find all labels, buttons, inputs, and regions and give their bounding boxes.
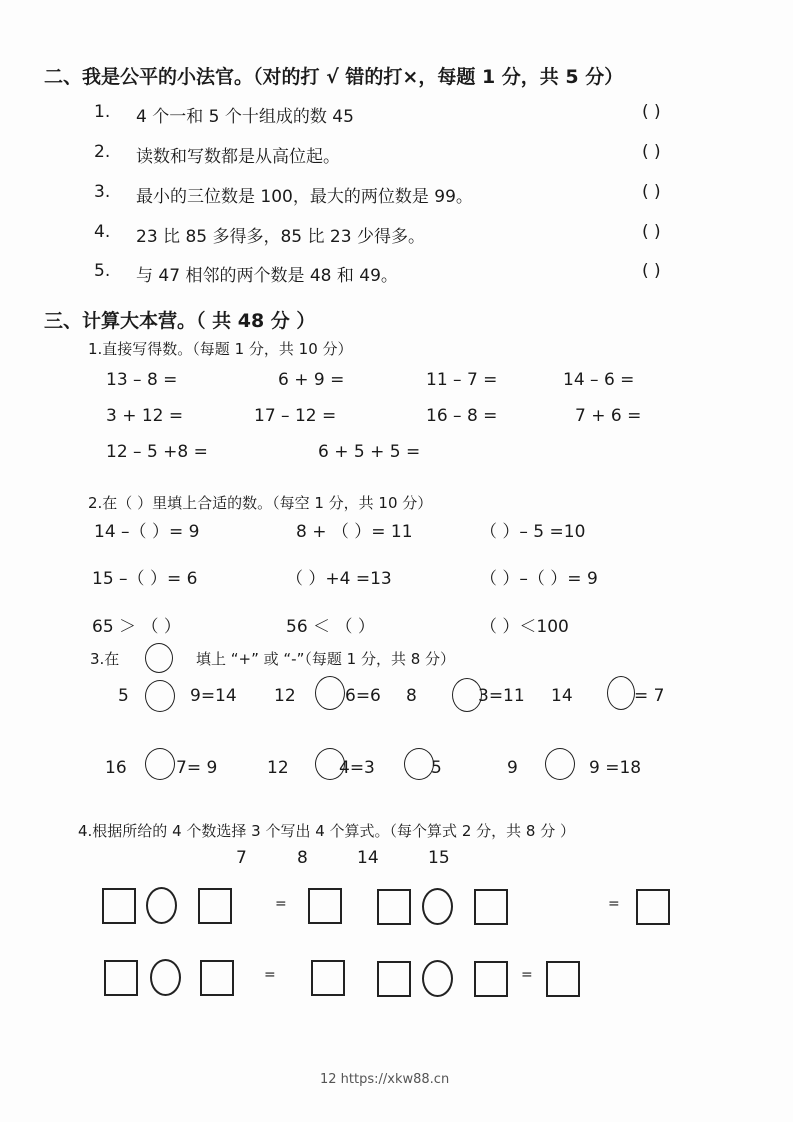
operand: 9 — [507, 758, 518, 778]
answer-box[interactable] — [102, 888, 136, 924]
equation: 7 + 6 = — [575, 406, 642, 426]
operand: 9=14 — [190, 686, 237, 706]
part3-title-suffix: 填上 “+” 或 “-”（每题 1 分，共 8 分） — [196, 650, 456, 668]
operator-circle[interactable] — [145, 680, 175, 712]
operator-circle[interactable] — [145, 748, 175, 780]
section3-title: 三、计算大本营。（ 共 48 分 ） — [44, 310, 316, 332]
answer-box[interactable] — [198, 888, 232, 924]
equation: 14 – 6 = — [563, 370, 635, 390]
operator-circle[interactable] — [150, 959, 181, 996]
compare-equation[interactable]: （ ）＜100 — [480, 617, 569, 637]
answer-box[interactable] — [104, 960, 138, 996]
operand: 3=11 — [478, 686, 525, 706]
judge-item-text: 与 47 相邻的两个数是 48 和 49。 — [136, 266, 398, 286]
compare-equation[interactable]: 65 ＞ （ ） — [92, 617, 181, 637]
equation: 3 + 12 = — [106, 406, 184, 426]
judge-item-number: 2. — [94, 142, 111, 162]
answer-blank[interactable]: ( ) — [642, 102, 661, 122]
answer-box[interactable] — [546, 961, 580, 997]
answer-box[interactable] — [474, 889, 508, 925]
equals-sign: = — [264, 967, 276, 983]
fill-equation[interactable]: （ ）– 5 =10 — [480, 522, 586, 542]
operand: 5 — [118, 686, 129, 706]
answer-box[interactable] — [474, 961, 508, 997]
answer-box[interactable] — [636, 889, 670, 925]
part1-title: 1.直接写得数。（每题 1 分，共 10 分） — [88, 340, 353, 358]
operator-circle[interactable] — [422, 960, 453, 997]
fill-equation[interactable]: 8 + （ ）= 11 — [296, 522, 413, 542]
part2-title: 2.在（ ）里填上合适的数。（每空 1 分，共 10 分） — [88, 494, 433, 512]
operand: 5 — [431, 758, 442, 778]
operand: = 7 — [634, 686, 665, 706]
equation: 12 – 5 +8 = — [106, 442, 208, 462]
answer-box[interactable] — [377, 961, 411, 997]
equals-sign: = — [521, 967, 533, 983]
judge-item-number: 5. — [94, 261, 111, 281]
operator-circle[interactable] — [146, 887, 177, 924]
answer-blank[interactable]: ( ) — [642, 182, 661, 202]
answer-box[interactable] — [377, 889, 411, 925]
operand: 16 — [105, 758, 127, 778]
equation: 6 + 9 = — [278, 370, 345, 390]
operand: 7= 9 — [176, 758, 218, 778]
judge-item-number: 1. — [94, 102, 111, 122]
judge-item-text: 4 个一和 5 个十组成的数 45 — [136, 107, 354, 127]
operand: 6=6 — [345, 686, 381, 706]
equation: 13 – 8 = — [106, 370, 178, 390]
given-number: 15 — [428, 848, 450, 868]
page-footer: 12 https://xkw88.cn — [320, 1072, 450, 1087]
equation: 16 – 8 = — [426, 406, 498, 426]
operator-circle[interactable] — [315, 676, 345, 710]
answer-blank[interactable]: ( ) — [642, 142, 661, 162]
given-number: 7 — [236, 848, 247, 868]
part4-title: 4.根据所给的 4 个数选择 3 个写出 4 个算式。（每个算式 2 分，共 8 分 ） — [78, 822, 575, 840]
judge-item-text: 读数和写数都是从高位起。 — [136, 147, 340, 167]
equation: 11 – 7 = — [426, 370, 498, 390]
operator-circle[interactable] — [607, 676, 635, 710]
operand: 8 — [406, 686, 417, 706]
part3-title-prefix: 3.在 — [90, 650, 120, 668]
circle-icon — [145, 643, 173, 673]
fill-equation[interactable]: 14 –（ ）= 9 — [94, 522, 200, 542]
given-number: 14 — [357, 848, 379, 868]
fill-equation[interactable]: 15 –（ ）= 6 — [92, 569, 198, 589]
given-number: 8 — [297, 848, 308, 868]
equals-sign: = — [275, 896, 287, 912]
answer-box[interactable] — [308, 888, 342, 924]
compare-equation[interactable]: 56 ＜ （ ） — [286, 617, 375, 637]
judge-item-number: 4. — [94, 222, 111, 242]
judge-item-number: 3. — [94, 182, 111, 202]
operand: 4=3 — [339, 758, 375, 778]
answer-blank[interactable]: ( ) — [642, 261, 661, 281]
fill-equation[interactable]: （ ）–（ ）= 9 — [480, 569, 598, 589]
operand: 9 =18 — [589, 758, 642, 778]
operand: 12 — [274, 686, 296, 706]
section2-title: 二、我是公平的小法官。（对的打 √ 错的打×，每题 1 分，共 5 分） — [44, 66, 624, 88]
equation: 6 + 5 + 5 = — [318, 442, 421, 462]
equation: 17 – 12 = — [254, 406, 337, 426]
answer-box[interactable] — [311, 960, 345, 996]
judge-item-text: 23 比 85 多得多，85 比 23 少得多。 — [136, 227, 425, 247]
fill-equation[interactable]: （ ）+4 =13 — [286, 569, 392, 589]
judge-item-text: 最小的三位数是 100，最大的两位数是 99。 — [136, 187, 473, 207]
operand: 12 — [267, 758, 289, 778]
operator-circle[interactable] — [422, 888, 453, 925]
equals-sign: = — [608, 896, 620, 912]
operator-circle[interactable] — [404, 748, 434, 780]
answer-blank[interactable]: ( ) — [642, 222, 661, 242]
answer-box[interactable] — [200, 960, 234, 996]
operator-circle[interactable] — [545, 748, 575, 780]
operand: 14 — [551, 686, 573, 706]
